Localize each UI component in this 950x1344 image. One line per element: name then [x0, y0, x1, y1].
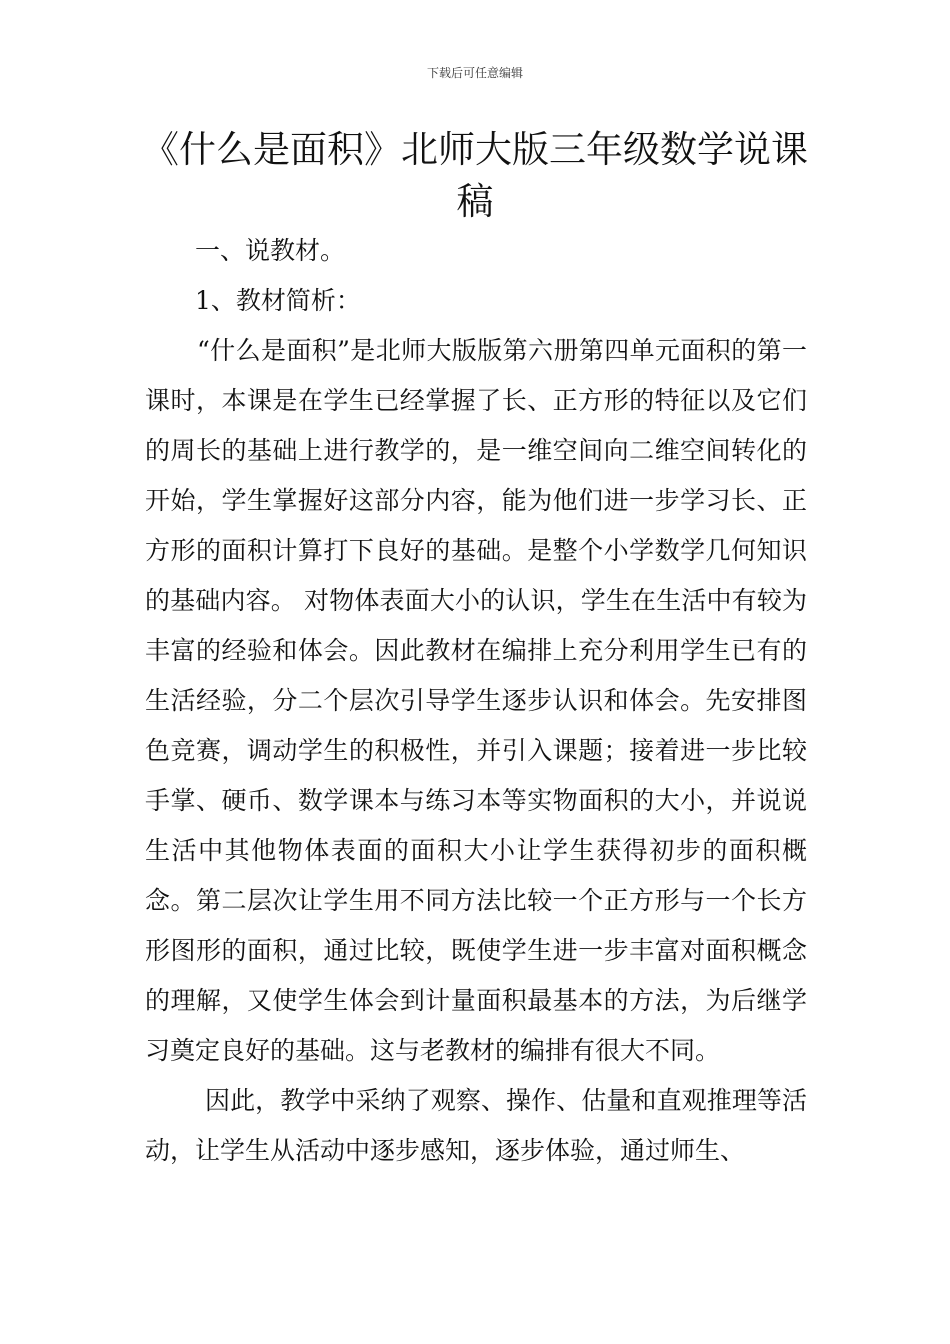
- document-title: 《什么是面积》北师大版三年级数学说课稿: [142, 128, 808, 223]
- header-note: 下载后可任意编辑: [426, 66, 523, 80]
- paragraph-1: “什么是面积”是北师大版版第六册第四单元面积的第一课时，本课是在学生已经掌握了长、正方形的特征以及它们的周长的基础上进行教学的，是一维空间向二维空间转化的开始，学生掌握好这部分内容，能为他们进一步学习长、正方形的面积计算打下良好的基础。是整个小学数学几何知识的基础内容。 对物体表面大小的认识，学生在生活中有较为丰富的经验和体会。因此教材在编排上充分利用学生已有的生活经验，分二个层次引导学生逐步认识和体会。先安排图色竞赛，调动学生的积极性，并引入课题；接着进一步比较手掌、硬币、数学课本与练习本等实物面积的大小，并说说生活中其他物体表面的面积大小让学生获得初步的面积概念。第二层次让学生用不同方法比较一个正方形与一个长方形图形的面积，通过比较，既使学生进一步丰富对面积概念的理解，又使学生体会到计量面积最基本的方法，为后继学习奠定良好的基础。这与老教材的编排有很大不同。: [145, 336, 807, 1065]
- subheading: 1、教材简析：: [195, 286, 361, 315]
- paragraph-2: 因此，教学中采纳了观察、操作、估量和直观推理等活动，让学生从活动中逐步感知，逐步体验，通过师生、: [145, 1086, 807, 1165]
- document-body: [145, 226, 807, 1176]
- section-heading: 一、说教材。: [195, 236, 346, 265]
